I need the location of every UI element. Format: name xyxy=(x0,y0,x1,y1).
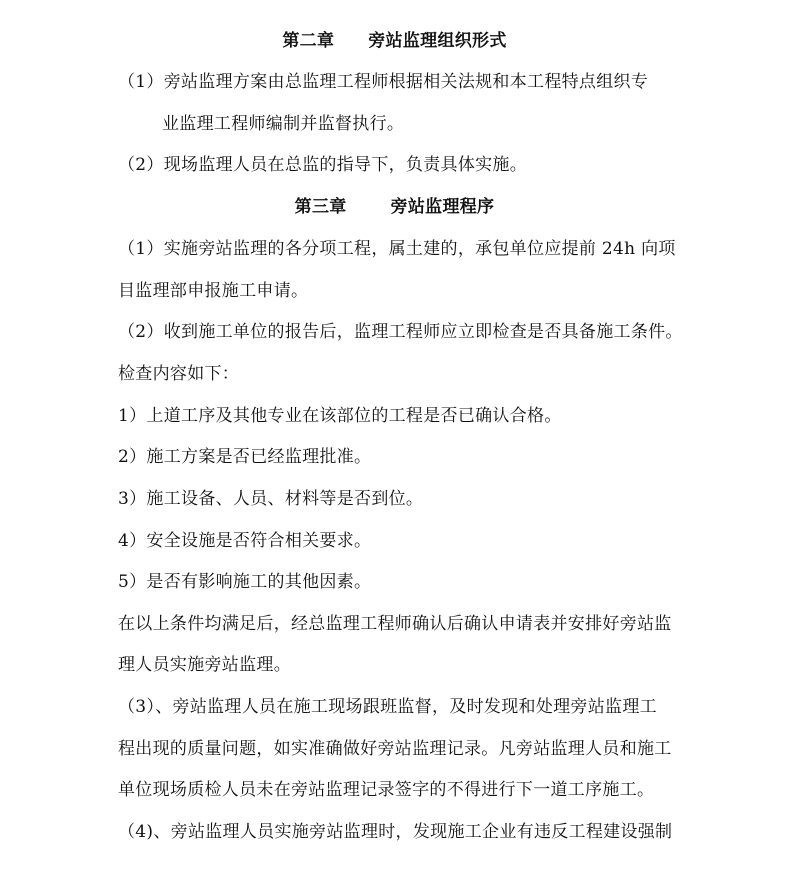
chapter-2-number: 第二章 xyxy=(282,31,335,51)
paragraph-line: 理人员实施旁站监理。 xyxy=(118,655,291,675)
paragraph-line: 业监理工程师编制并监督执行。 xyxy=(162,114,405,134)
paragraph-line: 程出现的质量问题，如实准确做好旁站监理记录。凡旁站监理人员和施工 xyxy=(118,739,672,759)
paragraph-line: （4)、旁站监理人员实施旁站监理时，发现施工企业有违反工程建设强制 xyxy=(118,822,673,842)
chapter-2-heading xyxy=(0,29,789,53)
list-item: 5）是否有影响施工的其他因素。 xyxy=(118,572,372,592)
paragraph-line: （3）、旁站监理人员在施工现场跟班监督，及时发现和处理旁站监理工 xyxy=(118,697,657,717)
chapter-3-number: 第三章 xyxy=(294,197,347,217)
chapter-3-title: 旁站监理程序 xyxy=(390,197,495,217)
paragraph-line: （2）收到施工单位的报告后，监理工程师应立即检查是否具备施工条件。 xyxy=(118,322,683,342)
paragraph-line: 目监理部申报施工申请。 xyxy=(118,281,309,301)
chapter-2-title: 旁站监理组织形式 xyxy=(368,31,507,51)
list-item: 1）上道工序及其他专业在该部位的工程是否已确认合格。 xyxy=(118,406,562,426)
list-item: 4）安全设施是否符合相关要求。 xyxy=(118,531,372,551)
paragraph-line: （1）旁站监理方案由总监理工程师根据相关法规和本工程特点组织专 xyxy=(118,72,649,92)
paragraph-line: （1）实施旁站监理的各分项工程，属土建的，承包单位应提前 24h 向项 xyxy=(118,239,676,259)
list-item: 2）施工方案是否已经监理批准。 xyxy=(118,447,372,467)
paragraph-line: （2）现场监理人员在总监的指导下，负责具体实施。 xyxy=(118,155,528,175)
paragraph-line: 在以上条件均满足后，经总监理工程师确认后确认申请表并安排好旁站监 xyxy=(118,614,672,634)
paragraph-line: 单位现场质检人员未在旁站监理记录签字的不得进行下一道工序施工。 xyxy=(118,780,655,800)
chapter-3-heading xyxy=(0,195,789,219)
paragraph-line: 检查内容如下： xyxy=(118,364,240,384)
list-item: 3）施工设备、人员、材料等是否到位。 xyxy=(118,489,424,509)
